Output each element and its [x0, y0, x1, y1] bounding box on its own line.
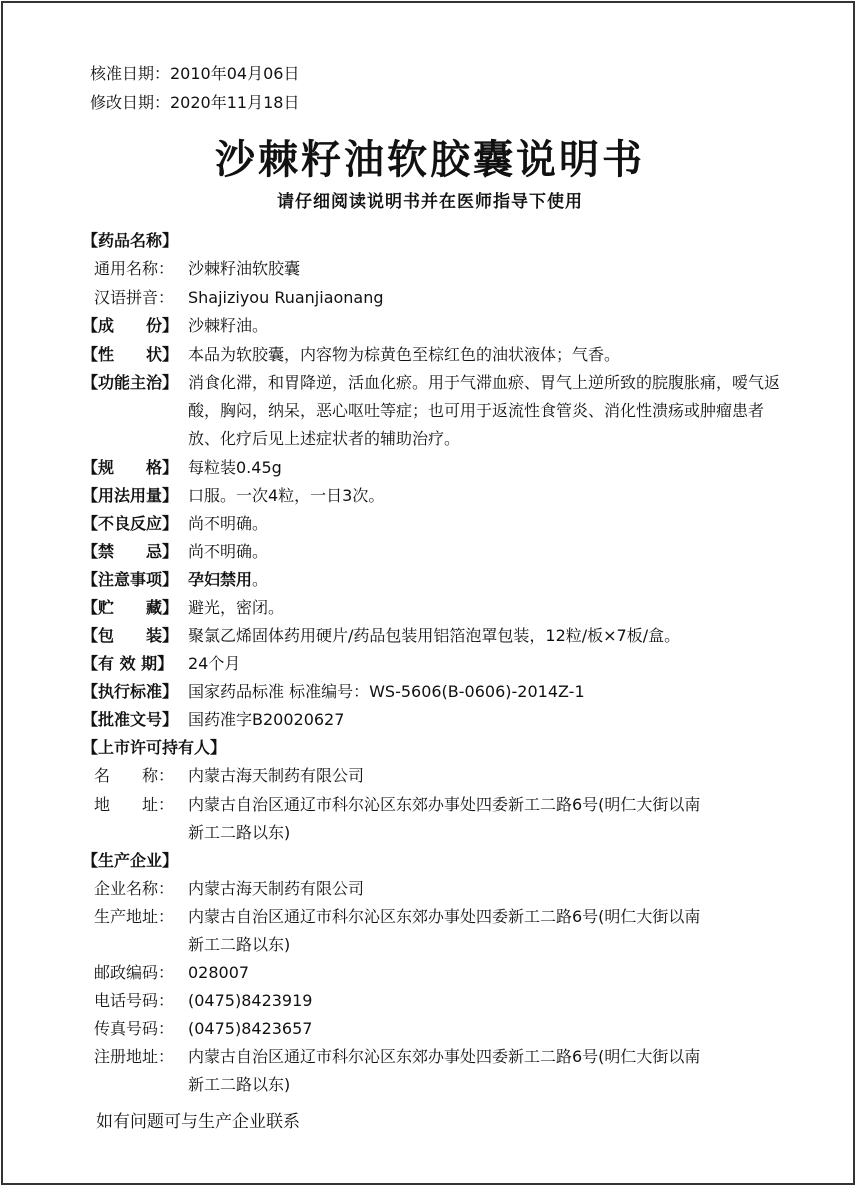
- appearance-value: 本品为软胶囊，内容物为棕黄色至棕红色的油状液体；气香。: [188, 345, 621, 364]
- mah-address-label: 地 址：: [94, 795, 175, 814]
- manufacturer-address-line1: 内蒙古自治区通辽市科尔沁区东郊办事处四委新工二路6号(明仁大街以南: [188, 907, 701, 926]
- approval-label: 【批准文号】: [82, 710, 179, 729]
- phone-label: 电话号码：: [94, 991, 175, 1010]
- standard-value: 国家药品标准 标准编号：WS-5606(B-0606)-2014Z-1: [188, 682, 585, 701]
- indications-label: 【功能主治】: [82, 373, 179, 392]
- mah-address-line2: 新工二路以东): [188, 823, 291, 842]
- standard-label: 【执行标准】: [82, 682, 179, 701]
- document-subtitle: 请仔细阅读说明书并在医师指导下使用: [277, 192, 583, 212]
- manufacturer-header: 【生产企业】: [82, 851, 179, 870]
- ingredients-value: 沙棘籽油。: [188, 316, 269, 335]
- precautions-label: 【注意事项】: [82, 570, 179, 589]
- mah-name-value: 内蒙古海天制药有限公司: [188, 766, 365, 785]
- mah-header: 【上市许可持有人】: [82, 738, 227, 757]
- mah-name-label: 名 称：: [94, 766, 175, 785]
- precautions-suffix: 。: [252, 570, 269, 589]
- postcode-label: 邮政编码：: [94, 963, 175, 982]
- reg-address-label: 注册地址：: [94, 1047, 175, 1066]
- contraindications-label: 【禁 忌】: [82, 542, 179, 561]
- specification-label: 【规 格】: [82, 458, 179, 477]
- precautions-text: 孕妇禁用: [188, 570, 253, 589]
- contraindications-value: 尚不明确。: [188, 542, 269, 561]
- reg-address-line1: 内蒙古自治区通辽市科尔沁区东郊办事处四委新工二路6号(明仁大街以南: [188, 1047, 701, 1066]
- pinyin-label: 汉语拼音：: [94, 288, 175, 307]
- manufacturer-name-value: 内蒙古海天制药有限公司: [188, 879, 365, 898]
- fax-label: 传真号码：: [94, 1019, 175, 1038]
- generic-name-label: 通用名称：: [94, 259, 175, 278]
- package-value: 聚氯乙烯固体药用硬片/药品包装用铝箔泡罩包装，12粒/板×7板/盒。: [188, 626, 681, 645]
- validity-value: 24个月: [188, 654, 241, 673]
- adverse-value: 尚不明确。: [188, 514, 269, 533]
- document-title: 沙棘籽油软胶囊说明书: [215, 137, 645, 183]
- phone-value: (0475)8423919: [188, 991, 313, 1010]
- storage-value: 避光，密闭。: [188, 598, 285, 617]
- adverse-label: 【不良反应】: [82, 514, 179, 533]
- package-label: 【包 装】: [82, 626, 179, 645]
- generic-name-value: 沙棘籽油软胶囊: [188, 259, 301, 278]
- footer-note: 如有问题可与生产企业联系: [96, 1112, 300, 1132]
- dosage-value: 口服。一次4粒，一日3次。: [188, 486, 385, 505]
- indications-value: 消食化滞，和胃降逆，活血化瘀。用于气滞血瘀、胃气上逆所致的脘腹胀痛，嗳气返酸，胸闷，纳呆，恶心呕吐等症；也可用于返流性食管炎、消化性溃疡或肿瘤患者放、化疗后见上述症状者的辅助治疗。: [188, 373, 781, 448]
- revise-date: 修改日期：2020年11月18日: [90, 93, 300, 112]
- precautions-value: [188, 566, 268, 594]
- manufacturer-address-label: 生产地址：: [94, 907, 175, 926]
- manufacturer-address-line2: 新工二路以东): [188, 935, 291, 954]
- approve-date: 核准日期：2010年04月06日: [90, 64, 300, 83]
- mah-address-line1: 内蒙古自治区通辽市科尔沁区东郊办事处四委新工二路6号(明仁大街以南: [188, 795, 701, 814]
- ingredients-label: 【成 份】: [82, 316, 179, 335]
- validity-label: 【有 效 期】: [82, 654, 174, 673]
- postcode-value: 028007: [188, 963, 250, 982]
- fax-value: (0475)8423657: [188, 1019, 313, 1038]
- approval-value: 国药准字B20020627: [188, 710, 345, 729]
- dosage-label: 【用法用量】: [82, 486, 179, 505]
- specification-value: 每粒装0.45g: [188, 458, 282, 477]
- manufacturer-name-label: 企业名称：: [94, 879, 175, 898]
- pinyin-value: Shajiziyou Ruanjiaonang: [188, 288, 384, 307]
- drug-name-header: 【药品名称】: [82, 231, 179, 250]
- storage-label: 【贮 藏】: [82, 598, 179, 617]
- reg-address-line2: 新工二路以东): [188, 1075, 291, 1094]
- appearance-label: 【性 状】: [82, 345, 179, 364]
